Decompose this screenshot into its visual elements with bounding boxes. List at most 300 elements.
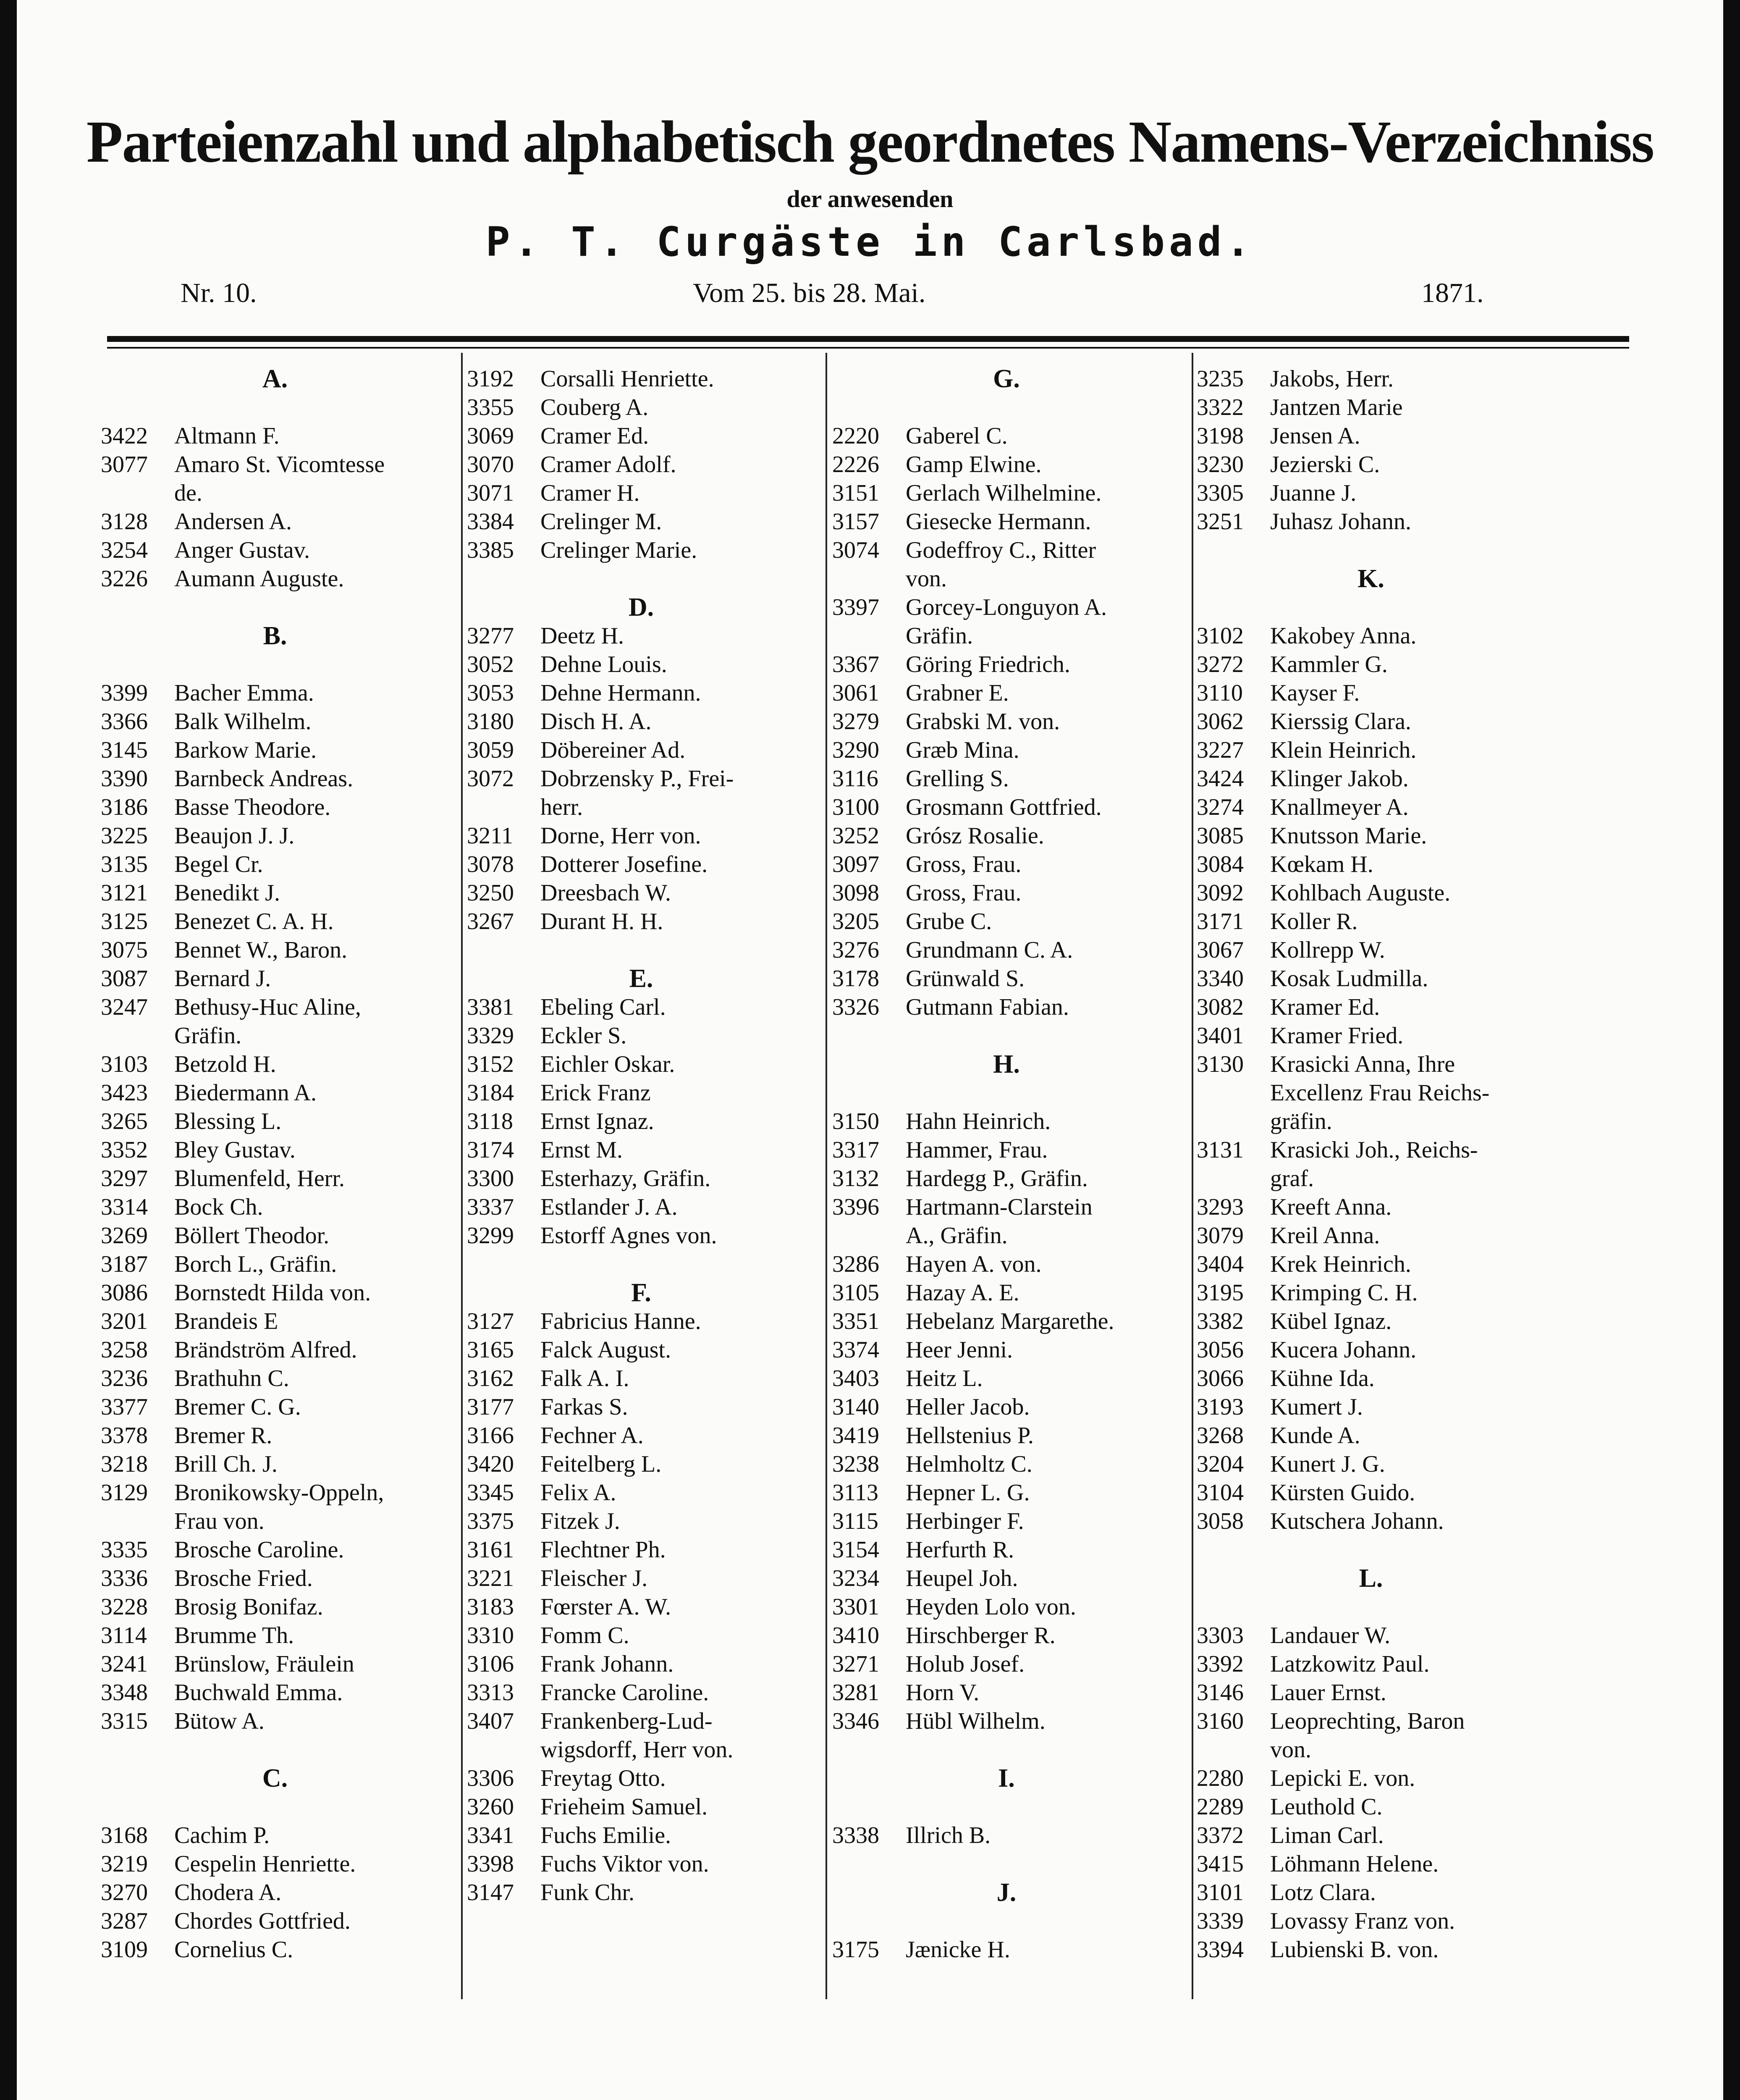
party-number: 3271 (832, 1651, 879, 1677)
guest-name: Klinger Jakob. (1270, 766, 1409, 792)
guest-entry (832, 1450, 1181, 1478)
guest-name: Brünslow, Fräulein (174, 1651, 354, 1677)
guest-name: Lotz Clara. (1270, 1880, 1376, 1906)
guest-entry (101, 1450, 449, 1478)
guest-entry (1197, 450, 1545, 479)
section-letter-heading: G. (993, 365, 1020, 393)
party-number: 3109 (101, 1937, 148, 1963)
section-letter-heading: E. (629, 964, 653, 993)
scan-border-right (1723, 0, 1740, 2100)
party-number: 3310 (467, 1622, 514, 1648)
page-subtitle: der anwesenden (786, 185, 954, 213)
guest-name: Grósz Rosalie. (906, 823, 1044, 849)
guest-name: Klein Heinrich. (1270, 737, 1417, 763)
guest-entry (467, 1536, 815, 1564)
party-number: 3152 (467, 1051, 514, 1077)
guest-name: Bremer R. (174, 1423, 273, 1449)
section-letter-heading: D. (628, 593, 654, 622)
guest-name: Kübel Ignaz. (1270, 1308, 1392, 1334)
party-number: 3269 (101, 1223, 148, 1249)
party-number: 2289 (1197, 1794, 1244, 1820)
party-number: 3087 (101, 966, 148, 992)
party-number: 3072 (467, 766, 514, 792)
party-number: 3340 (1197, 966, 1244, 992)
section-letter-heading: F. (631, 1278, 651, 1307)
date-range: Vom 25. bis 28. Mai. (693, 278, 926, 308)
party-number: 3161 (467, 1537, 514, 1563)
guest-entry (1197, 793, 1545, 822)
party-number: 3228 (101, 1594, 148, 1620)
party-number: 3175 (832, 1937, 879, 1963)
party-number: 3157 (832, 509, 879, 535)
guest-name: Felix A. (540, 1480, 616, 1506)
party-number: 3062 (1197, 709, 1244, 735)
guest-entry (1197, 1050, 1545, 1079)
name-column (832, 365, 1181, 1964)
guest-name: Krasicki Anna, Ihre (1270, 1051, 1455, 1077)
guest-name: Fomm C. (540, 1622, 629, 1648)
guest-entry (1197, 993, 1545, 1021)
party-number: 3180 (467, 709, 514, 735)
guest-entry (467, 1507, 815, 1536)
issue-number: Nr. 10. (181, 278, 257, 308)
party-number: 3305 (1197, 480, 1244, 506)
guest-entry (1197, 365, 1545, 393)
party-number: 3121 (101, 880, 148, 906)
guest-name: Estorff Agnes von. (540, 1223, 717, 1249)
entry-continuation: von. (906, 566, 947, 592)
party-number: 3281 (832, 1680, 879, 1706)
guest-entry (832, 479, 1181, 507)
guest-entry (832, 850, 1181, 879)
guest-entry (832, 650, 1181, 679)
party-number: 3322 (1197, 394, 1244, 420)
party-number: 3274 (1197, 794, 1244, 820)
guest-entry (1197, 1278, 1545, 1307)
party-number: 3071 (467, 480, 514, 506)
party-number: 3272 (1197, 651, 1244, 677)
guest-entry (467, 1764, 815, 1793)
guest-name: Jantzen Marie (1270, 394, 1403, 420)
guest-entry (467, 450, 815, 479)
guest-name: Farkas S. (540, 1394, 628, 1420)
guest-name: Andersen A. (174, 509, 292, 535)
guest-name: Crelinger Marie. (540, 537, 697, 563)
guest-name: Koller R. (1270, 908, 1358, 934)
guest-entry (832, 1478, 1181, 1507)
guest-entry (1197, 1650, 1545, 1678)
party-number: 3177 (467, 1394, 514, 1420)
party-number: 3066 (1197, 1365, 1244, 1391)
guest-name: Brosche Fried. (174, 1565, 313, 1591)
guest-name: Grabner E. (906, 680, 1009, 706)
party-number: 3098 (832, 880, 879, 906)
guest-name: Ernst M. (540, 1137, 623, 1163)
guest-entry (1197, 964, 1545, 993)
party-number: 3079 (1197, 1223, 1244, 1249)
party-number: 3198 (1197, 423, 1244, 449)
party-number: 3270 (101, 1880, 148, 1906)
party-number: 3293 (1197, 1194, 1244, 1220)
guest-entry (832, 822, 1181, 850)
guest-name: Bennet W., Baron. (174, 937, 348, 963)
guest-name: Jakobs, Herr. (1270, 366, 1394, 392)
party-number: 3151 (832, 480, 879, 506)
party-number: 3227 (1197, 737, 1244, 763)
guest-name: Cramer Adolf. (540, 452, 676, 478)
guest-entry (101, 1107, 449, 1136)
party-number: 3092 (1197, 880, 1244, 906)
guest-entry (1197, 822, 1545, 850)
party-number: 3315 (101, 1708, 148, 1734)
guest-name: Dorne, Herr von. (540, 823, 701, 849)
guest-entry (1197, 907, 1545, 936)
guest-entry (101, 850, 449, 879)
guest-entry (101, 907, 449, 936)
guest-name: Juhasz Johann. (1270, 509, 1411, 535)
guest-name: Kammler G. (1270, 651, 1388, 677)
guest-name: Kollrepp W. (1270, 937, 1385, 963)
party-number: 3346 (832, 1708, 879, 1734)
guest-entry (467, 1850, 815, 1878)
guest-entry (1197, 707, 1545, 736)
guest-entry (101, 793, 449, 822)
entry-continuation: Excellenz Frau Reichs- (1270, 1080, 1490, 1106)
register-page (17, 0, 1723, 2100)
guest-name: Bornstedt Hilda von. (174, 1280, 371, 1306)
guest-name: Funk Chr. (540, 1880, 635, 1906)
section-letter-heading: B. (263, 622, 287, 650)
year: 1871. (1421, 278, 1484, 308)
guest-entry (467, 1307, 815, 1336)
guest-name: Fœrster A. W. (540, 1594, 671, 1620)
party-number: 3424 (1197, 766, 1244, 792)
party-number: 3341 (467, 1822, 514, 1848)
party-number: 3415 (1197, 1851, 1244, 1877)
guest-name: Jensen A. (1270, 423, 1360, 449)
guest-name: Hartmann-Clarstein (906, 1194, 1093, 1220)
guest-entry (1197, 422, 1545, 450)
spacer (1197, 1536, 1545, 1564)
guest-name: Borch L., Gräfin. (174, 1251, 337, 1277)
guest-entry (1197, 1250, 1545, 1278)
scan-border-left (0, 0, 17, 2100)
party-number: 3375 (467, 1508, 514, 1534)
party-number: 3317 (832, 1137, 879, 1163)
guest-entry (467, 822, 815, 850)
party-number: 3313 (467, 1680, 514, 1706)
party-number: 3250 (467, 880, 514, 906)
guest-entry (101, 1164, 449, 1193)
guest-entry (467, 879, 815, 907)
guest-name: Godeffroy C., Ritter (906, 537, 1096, 563)
guest-entry (101, 1536, 449, 1564)
party-number: 3423 (101, 1080, 148, 1106)
guest-entry (1197, 1021, 1545, 1050)
guest-name: Jænicke H. (906, 1937, 1010, 1963)
guest-entry (101, 564, 449, 593)
guest-name: Herbinger F. (906, 1508, 1024, 1534)
spacer (101, 593, 449, 622)
guest-name: Fechner A. (540, 1423, 644, 1449)
party-number: 3407 (467, 1708, 514, 1734)
guest-name: Grünwald S. (906, 966, 1025, 992)
party-number: 3195 (1197, 1280, 1244, 1306)
party-number: 3279 (832, 709, 879, 735)
guest-name: Landauer W. (1270, 1622, 1391, 1648)
party-number: 3166 (467, 1423, 514, 1449)
guest-entry (1197, 650, 1545, 679)
party-number: 3377 (101, 1394, 148, 1420)
guest-entry (467, 1021, 815, 1050)
party-number: 3234 (832, 1565, 879, 1591)
party-number: 3105 (832, 1280, 879, 1306)
party-number: 3338 (832, 1822, 879, 1848)
guest-entry (467, 1393, 815, 1421)
guest-name: Göring Friedrich. (906, 651, 1070, 677)
guest-entry (1197, 1450, 1545, 1478)
guest-entry (1197, 679, 1545, 707)
party-number: 3118 (467, 1108, 513, 1134)
spacer (467, 936, 815, 964)
party-number: 3420 (467, 1451, 514, 1477)
spacer (832, 1793, 1181, 1821)
header-rule-thick (107, 336, 1629, 342)
party-number: 3355 (467, 394, 514, 420)
guest-name: Lubienski B. von. (1270, 1937, 1439, 1963)
guest-entry (1197, 1393, 1545, 1421)
guest-entry (1197, 1193, 1545, 1221)
page-title: Parteienzahl und alphabetisch geordnetes Namens-Verzeichniss (86, 108, 1654, 175)
guest-name: Brändström Alfred. (174, 1337, 357, 1363)
guest-name: Grundmann C. A. (906, 937, 1073, 963)
party-number: 3265 (101, 1108, 148, 1134)
party-number: 3069 (467, 423, 514, 449)
party-number: 3419 (832, 1423, 879, 1449)
guest-entry (832, 736, 1181, 764)
guest-name: Kayser F. (1270, 680, 1360, 706)
party-number: 3366 (101, 709, 148, 735)
guest-name: Grosmann Gottfried. (906, 794, 1102, 820)
guest-entry (1197, 1850, 1545, 1878)
guest-entry (467, 1593, 815, 1621)
guest-name: Fuchs Viktor von. (540, 1851, 709, 1877)
guest-entry (101, 450, 449, 479)
party-number: 3236 (101, 1365, 148, 1391)
guest-name: Kreil Anna. (1270, 1223, 1380, 1249)
guest-name: Lauer Ernst. (1270, 1680, 1386, 1706)
guest-name: Grelling S. (906, 766, 1009, 792)
guest-name: Begel Cr. (174, 851, 263, 877)
party-number: 3394 (1197, 1937, 1244, 1963)
guest-name: Brosche Caroline. (174, 1537, 344, 1563)
guest-entry (832, 964, 1181, 993)
guest-entry (467, 764, 815, 793)
guest-name: Kucera Johann. (1270, 1337, 1417, 1363)
guest-entry (832, 1336, 1181, 1364)
guest-entry (832, 1193, 1181, 1221)
guest-name: Kosak Ludmilla. (1270, 966, 1428, 992)
guest-entry (1197, 1878, 1545, 1907)
guest-entry (101, 1307, 449, 1336)
guest-name: Dehne Hermann. (540, 680, 701, 706)
guest-name: Benedikt J. (174, 880, 280, 906)
guest-entry (832, 1164, 1181, 1193)
party-number: 3384 (467, 509, 514, 535)
guest-name: Giesecke Hermann. (906, 509, 1091, 535)
party-number: 3104 (1197, 1480, 1244, 1506)
guest-name: Francke Caroline. (540, 1680, 709, 1706)
guest-name: Freytag Otto. (540, 1765, 666, 1791)
party-number: 3241 (101, 1651, 148, 1677)
guest-entry (467, 393, 815, 422)
guest-name: Helmholtz C. (906, 1451, 1032, 1477)
guest-name: Falk A. I. (540, 1365, 629, 1391)
party-number: 3106 (467, 1651, 514, 1677)
guest-name: Kohlbach Auguste. (1270, 880, 1451, 906)
guest-entry (467, 1107, 815, 1136)
party-number: 3145 (101, 737, 148, 763)
guest-entry (101, 507, 449, 536)
guest-entry (832, 1678, 1181, 1707)
spacer (101, 650, 449, 679)
guest-entry (1197, 736, 1545, 764)
section-letter-heading: C. (262, 1764, 288, 1793)
party-number: 3300 (467, 1166, 514, 1192)
section-letter-heading: J. (996, 1878, 1017, 1907)
entry-continuation: Gräfin. (174, 1023, 242, 1049)
guest-entry (101, 1421, 449, 1450)
guest-name: Deetz H. (540, 623, 624, 649)
guest-name: Eichler Oskar. (540, 1051, 675, 1077)
name-column (1197, 365, 1545, 1964)
party-number: 3101 (1197, 1880, 1244, 1906)
guest-name: Dobrzensky P., Frei- (540, 766, 734, 792)
guest-name: Brandeis E (174, 1308, 278, 1334)
guest-entry (832, 1707, 1181, 1735)
guest-entry (467, 1421, 815, 1450)
party-number: 3077 (101, 452, 148, 478)
guest-name: Chordes Gottfried. (174, 1908, 351, 1934)
guest-entry (467, 679, 815, 707)
party-number: 3297 (101, 1166, 148, 1192)
guest-entry (101, 1907, 449, 1935)
guest-name: Altmann F. (174, 423, 280, 449)
guest-name: Lovassy Franz von. (1270, 1908, 1455, 1934)
guest-entry (101, 1050, 449, 1079)
party-number: 3299 (467, 1223, 514, 1249)
guest-name: Bacher Emma. (174, 680, 314, 706)
guest-entry (467, 507, 815, 536)
guest-entry (467, 1621, 815, 1650)
entry-continuation: wigsdorff, Herr von. (540, 1737, 734, 1763)
guest-name: Herfurth R. (906, 1537, 1014, 1563)
guest-name: Brumme Th. (174, 1622, 294, 1648)
party-number: 3131 (1197, 1137, 1244, 1163)
party-number: 3115 (832, 1508, 878, 1534)
guest-entry (101, 1621, 449, 1650)
spacer (1197, 536, 1545, 564)
guest-name: Græb Mina. (906, 737, 1019, 763)
party-number: 3258 (101, 1337, 148, 1363)
entry-continuation: von. (1270, 1737, 1311, 1763)
column-divider (461, 353, 463, 1999)
guest-entry (467, 736, 815, 764)
guest-name: Barkow Marie. (174, 737, 317, 763)
guest-name: Latzkowitz Paul. (1270, 1651, 1430, 1677)
guest-entry (101, 1364, 449, 1393)
party-number: 3086 (101, 1280, 148, 1306)
entry-continuation: de. (174, 480, 202, 506)
guest-name: Feitelberg L. (540, 1451, 662, 1477)
guest-entry (467, 1193, 815, 1221)
party-number: 3075 (101, 937, 148, 963)
spacer (832, 1735, 1181, 1764)
guest-name: Gorcey-Longuyon A. (906, 594, 1107, 620)
guest-entry (467, 993, 815, 1021)
party-number: 3422 (101, 423, 148, 449)
guest-entry (1197, 1507, 1545, 1536)
section-letter-heading: K. (1357, 564, 1384, 593)
guest-name: Kürsten Guido. (1270, 1480, 1415, 1506)
party-number: 3247 (101, 994, 148, 1020)
guest-entry (101, 764, 449, 793)
party-number: 3184 (467, 1080, 514, 1106)
guest-entry (101, 1564, 449, 1593)
guest-entry (1197, 1764, 1545, 1793)
party-number: 3127 (467, 1308, 514, 1334)
guest-name: Löhmann Helene. (1270, 1851, 1439, 1877)
guest-name: Buchwald Emma. (174, 1680, 343, 1706)
party-number: 3150 (832, 1108, 879, 1134)
party-number: 3397 (832, 594, 879, 620)
guest-name: Gutmann Fabian. (906, 994, 1069, 1020)
guest-name: Basse Theodore. (174, 794, 331, 820)
guest-name: Heller Jacob. (906, 1394, 1030, 1420)
guest-name: Leoprechting, Baron (1270, 1708, 1465, 1734)
guest-name: Brill Ch. J. (174, 1451, 278, 1477)
guest-entry (832, 793, 1181, 822)
party-number: 3165 (467, 1337, 514, 1363)
party-number: 3070 (467, 452, 514, 478)
guest-entry (101, 1478, 449, 1507)
guest-name: Holub Josef. (906, 1651, 1025, 1677)
guest-entry (101, 1250, 449, 1278)
guest-entry (467, 1336, 815, 1364)
entry-continuation: A., Gräfin. (906, 1223, 1008, 1249)
party-number: 3290 (832, 737, 879, 763)
guest-name: Fitzek J. (540, 1508, 620, 1534)
guest-entry (101, 1221, 449, 1250)
guest-name: Amaro St. Vicomtesse (174, 452, 385, 478)
guest-entry (101, 936, 449, 964)
guest-name: Juanne J. (1270, 480, 1357, 506)
guest-entry (101, 1278, 449, 1307)
guest-name: Flechtner Ph. (540, 1537, 666, 1563)
entry-continuation: herr. (540, 794, 583, 820)
guest-entry (1197, 1307, 1545, 1336)
party-number: 3218 (101, 1451, 148, 1477)
guest-name: Kumert J. (1270, 1394, 1363, 1420)
guest-entry (467, 1564, 815, 1593)
party-number: 3110 (1197, 680, 1243, 706)
guest-entry (101, 536, 449, 564)
party-number: 3103 (101, 1051, 148, 1077)
party-number: 3339 (1197, 1908, 1244, 1934)
guest-entry (101, 1336, 449, 1364)
guest-name: Barnbeck Andreas. (174, 766, 354, 792)
party-number: 3225 (101, 823, 148, 849)
